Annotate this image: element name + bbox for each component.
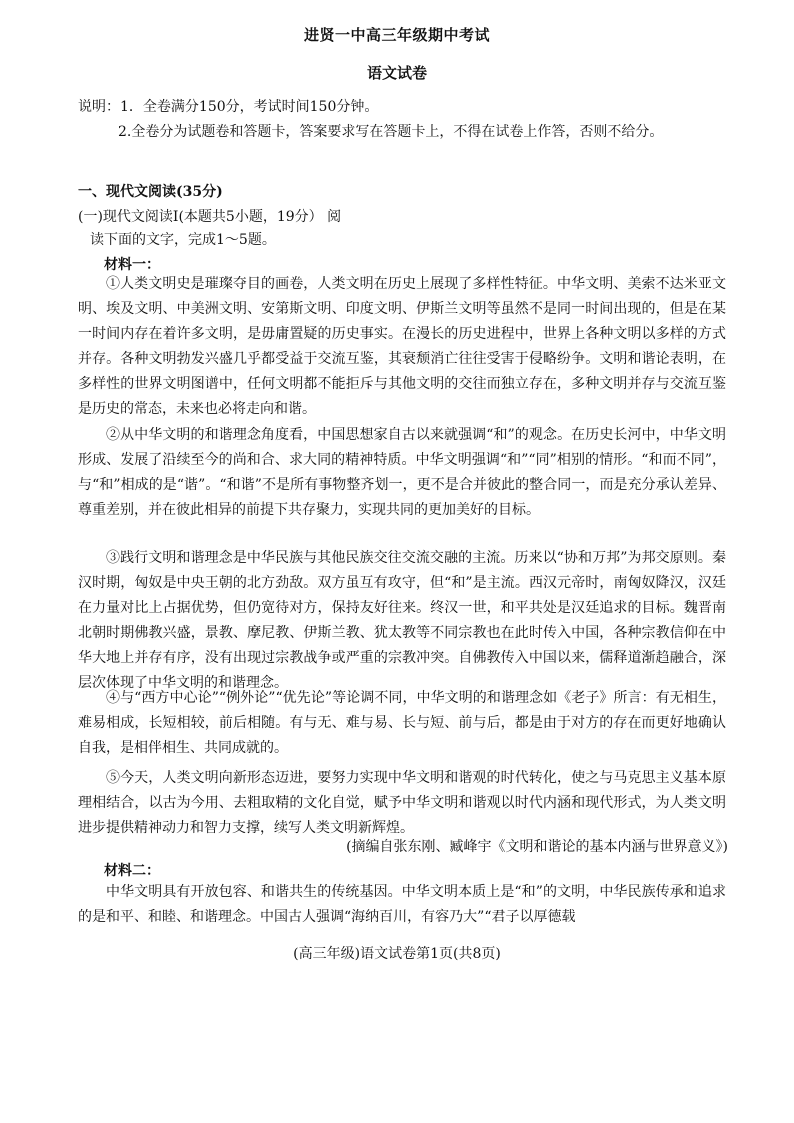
material-1-paragraph-4: ④与“西方中心论”“例外论”“优先论”等论调不同，中华文明的和谐理念如《老子》所言：有无相生，难易相成，长短相较，前后相随。有与无、难与易、长与短、前与后，都是由于对方的存在而更好地确认自我，是相伴相生、共同成就的。 <box>78 690 726 756</box>
section-instruction: 读下面的文字，完成1～5题。 <box>90 232 276 248</box>
material-1-paragraph-1: ①人类文明史是璀璨夺目的画卷，人类文明在历史上展现了多样性特征。中华文明、美索不达米亚文明、埃及文明、中美洲文明、安第斯文明、印度文明、伊斯兰文明等虽然不是同一时间出现的，但是在某一时间内存在着许多文明，是毋庸置疑的历史事实。在漫长的历史进程中，世界上各种文明以多样的方式并存。各种文明勃发兴盛几乎都受益于交流互鉴，其衰颓消亡往往受害于侵略纷争。文明和谐论表明，在多样性的世界文明图谱中，任何文明都不能拒斥与其他文明的交往而独立存在，多种文明并存与交流互鉴是历史的常态，未来也必将走向和谐。 <box>78 276 726 417</box>
material-2-label: 材料二： <box>104 863 160 879</box>
note-line-2: 2.全卷分为试题卷和答题卡，答案要求写在答题卡上，不得在试卷上作答，否则不给分。 <box>118 124 664 140</box>
exam-subtitle: 语文试卷 <box>366 64 427 82</box>
material-1-paragraph-5: ⑤今天，人类文明向新形态迈进，要努力实现中华文明和谐观的时代转化，使之与马克思主义基本原理相结合，以古为今用、去粗取精的文化自觉，赋予中华文明和谐观以时代内涵和现代形式，为人类文明进步提供精神动力和智力支撑，续写人类文明新辉煌。 <box>78 770 726 836</box>
page-footer: (高三年级)语文试卷第1页(共8页) <box>293 946 501 962</box>
material-1-paragraph-2: ②从中华文明的和谐理念角度看，中国思想家自古以来就强调“和”的观念。在历史长河中，中华文明形成、发展了沿续至今的尚和合、求大同的精神特质。中华文明强调“和”“同”相别的情形。“和而不同”，与“和”相成的是“谐”。“和谐”不是所有事物整齐划一，更不是合并彼此的整合同一，而是充分承认差异、尊重差别，并在彼此相异的前提下共存聚力，实现共同的更加美好的目标。 <box>78 427 726 518</box>
section-heading: 一、现代文阅读(35分) <box>78 184 223 200</box>
material-1-label: 材料一： <box>104 257 160 273</box>
material-2-paragraph: 中华文明具有开放包容、和谐共生的传统基因。中华文明本质上是“和”的文明，中华民族传承和追求的是和平、和睦、和谐理念。中国古人强调“海纳百川，有容乃大”“君子以厚德载 <box>78 884 726 925</box>
exam-title: 进贤一中高三年级期中考试 <box>303 26 490 44</box>
section-subheading: (一)现代文阅读Ⅰ(本题共5小题，19分） 阅 <box>78 209 342 225</box>
note-line-1: 说明：1．全卷满分150分，考试时间150分钟。 <box>78 99 379 115</box>
material-1-source: (摘编自张东刚、臧峰宇《文明和谐论的基本内涵与世界意义》) <box>346 839 728 855</box>
material-1-paragraph-3: ③践行文明和谐理念是中华民族与其他民族交往交流交融的主流。历来以“协和万邦”为邦交原则。秦汉时期，匈奴是中央王朝的北方劲敌。双方虽互有攻守，但“和”是主流。西汉元帝时，南匈奴降汉，汉廷在力量对比上占据优势，但仍宽待对方，保持友好往来。终汉一世，和平共处是汉廷追求的目标。魏晋南北朝时期佛教兴盛，景教、摩尼教、伊斯兰教、犹太教等不同宗教也在此时传入中国，各种宗教信仰在中华大地上并存有序，没有出现过宗教战争或严重的宗教冲突。自佛教传入中国以来，儒释道渐趋融合，深层次体现了中华文明的和谐理念。 <box>78 550 726 691</box>
